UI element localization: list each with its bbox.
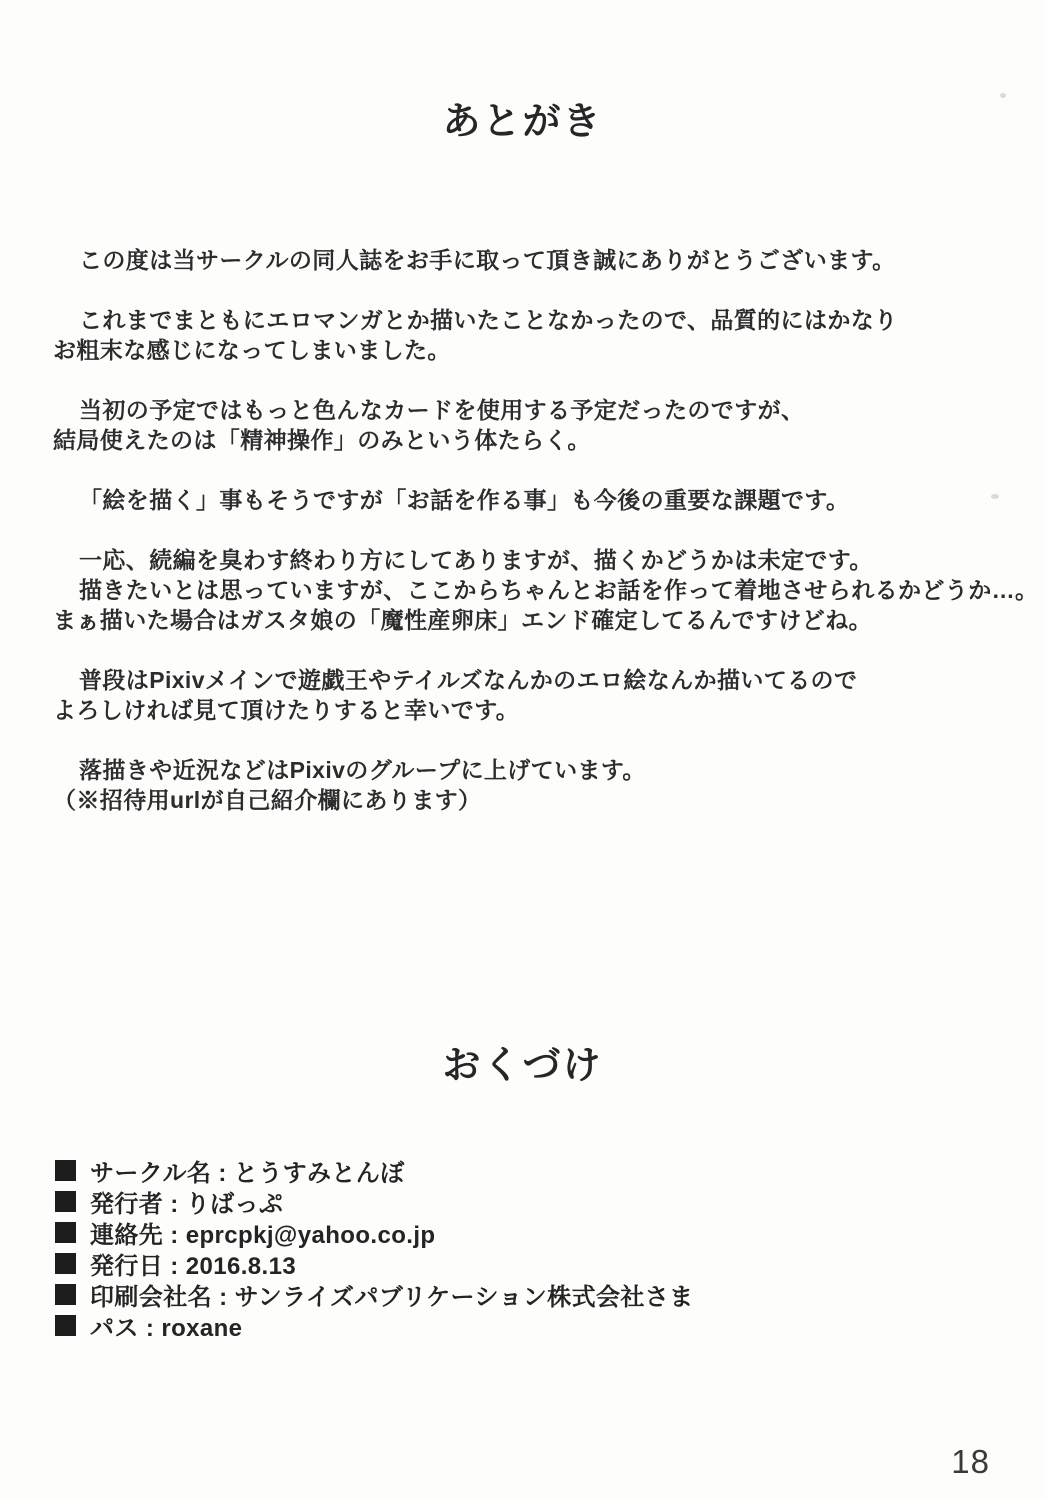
colophon-row <box>55 1217 694 1248</box>
colophon-text: 発行日 : 2016.8.13 <box>90 1253 297 1280</box>
colophon-text: パス : roxane <box>90 1315 243 1342</box>
bullet-square-icon <box>55 1160 76 1181</box>
page-number: 18 <box>951 1443 990 1480</box>
afterword-line: 描きたいとは思っていますが、ここからちゃんとお話を作って着地させられるかどうか…。 <box>79 577 1039 603</box>
colophon-row <box>55 1186 694 1217</box>
afterword-line: 当初の予定ではもっと色んなカードを使用する予定だったのですが、 <box>79 397 805 423</box>
colophon-text: 連絡先 : eprcpkj@yahoo.co.jp <box>90 1222 436 1249</box>
afterword-line: 一応、続編を臭わす終わり方にしてありますが、描くかどうかは未定です。 <box>79 547 873 573</box>
afterword-line: お粗末な感じになってしまいました。 <box>53 337 451 363</box>
afterword-line: よろしければ見て頂けたりすると幸いです。 <box>53 697 520 723</box>
afterword-line: 「絵を描く」事もそうですが「お話を作る事」も今後の重要な課題です。 <box>79 487 850 513</box>
bullet-square-icon <box>55 1315 76 1336</box>
bullet-square-icon <box>55 1191 76 1212</box>
colophon-text: 発行者 : りばっぷ <box>90 1191 284 1218</box>
bullet-square-icon <box>55 1253 76 1274</box>
scan-speck <box>991 494 999 499</box>
colophon-title: おくづけ <box>442 1045 603 1087</box>
colophon-list <box>55 1155 694 1341</box>
bullet-square-icon <box>55 1284 76 1305</box>
afterword-body <box>53 245 1039 815</box>
colophon-text: サークル名 : とうすみとんぼ <box>90 1160 405 1187</box>
afterword-line: （※招待用urlが自己紹介欄にあります） <box>53 787 482 813</box>
afterword-paragraph <box>53 245 1018 275</box>
afterword-paragraph <box>53 755 1018 815</box>
afterword-paragraph <box>53 395 1018 455</box>
colophon-row <box>55 1310 694 1341</box>
afterword-line: 落描きや近況などはPixivのグループに上げています。 <box>79 757 646 783</box>
colophon-row <box>55 1155 694 1186</box>
afterword-line: これまでまともにエロマンガとか描いたことなかったので、品質的にはかなり <box>79 307 898 333</box>
afterword-line: 結局使えたのは「精神操作」のみという体たらく。 <box>53 427 591 453</box>
afterword-paragraph <box>53 665 1018 725</box>
colophon-row <box>55 1279 694 1310</box>
afterword-title: あとがき <box>442 101 603 143</box>
bullet-square-icon <box>55 1222 76 1243</box>
scan-speck <box>1000 93 1006 98</box>
colophon-row <box>55 1248 694 1279</box>
afterword-paragraph <box>53 485 1018 515</box>
afterword-line: 普段はPixivメインで遊戯王やテイルズなんかのエロ絵なんか描いてるので <box>79 667 858 693</box>
colophon-text: 印刷会社名 : サンライズパブリケーション株式会社さま <box>90 1284 694 1311</box>
afterword-line: まぁ描いた場合はガスタ娘の「魔性産卵床」エンド確定してるんですけどね。 <box>53 607 872 633</box>
afterword-line: この度は当サークルの同人誌をお手に取って頂き誠にありがとうございます。 <box>79 247 896 273</box>
afterword-paragraph <box>53 305 1018 365</box>
afterword-paragraph <box>53 545 1039 635</box>
